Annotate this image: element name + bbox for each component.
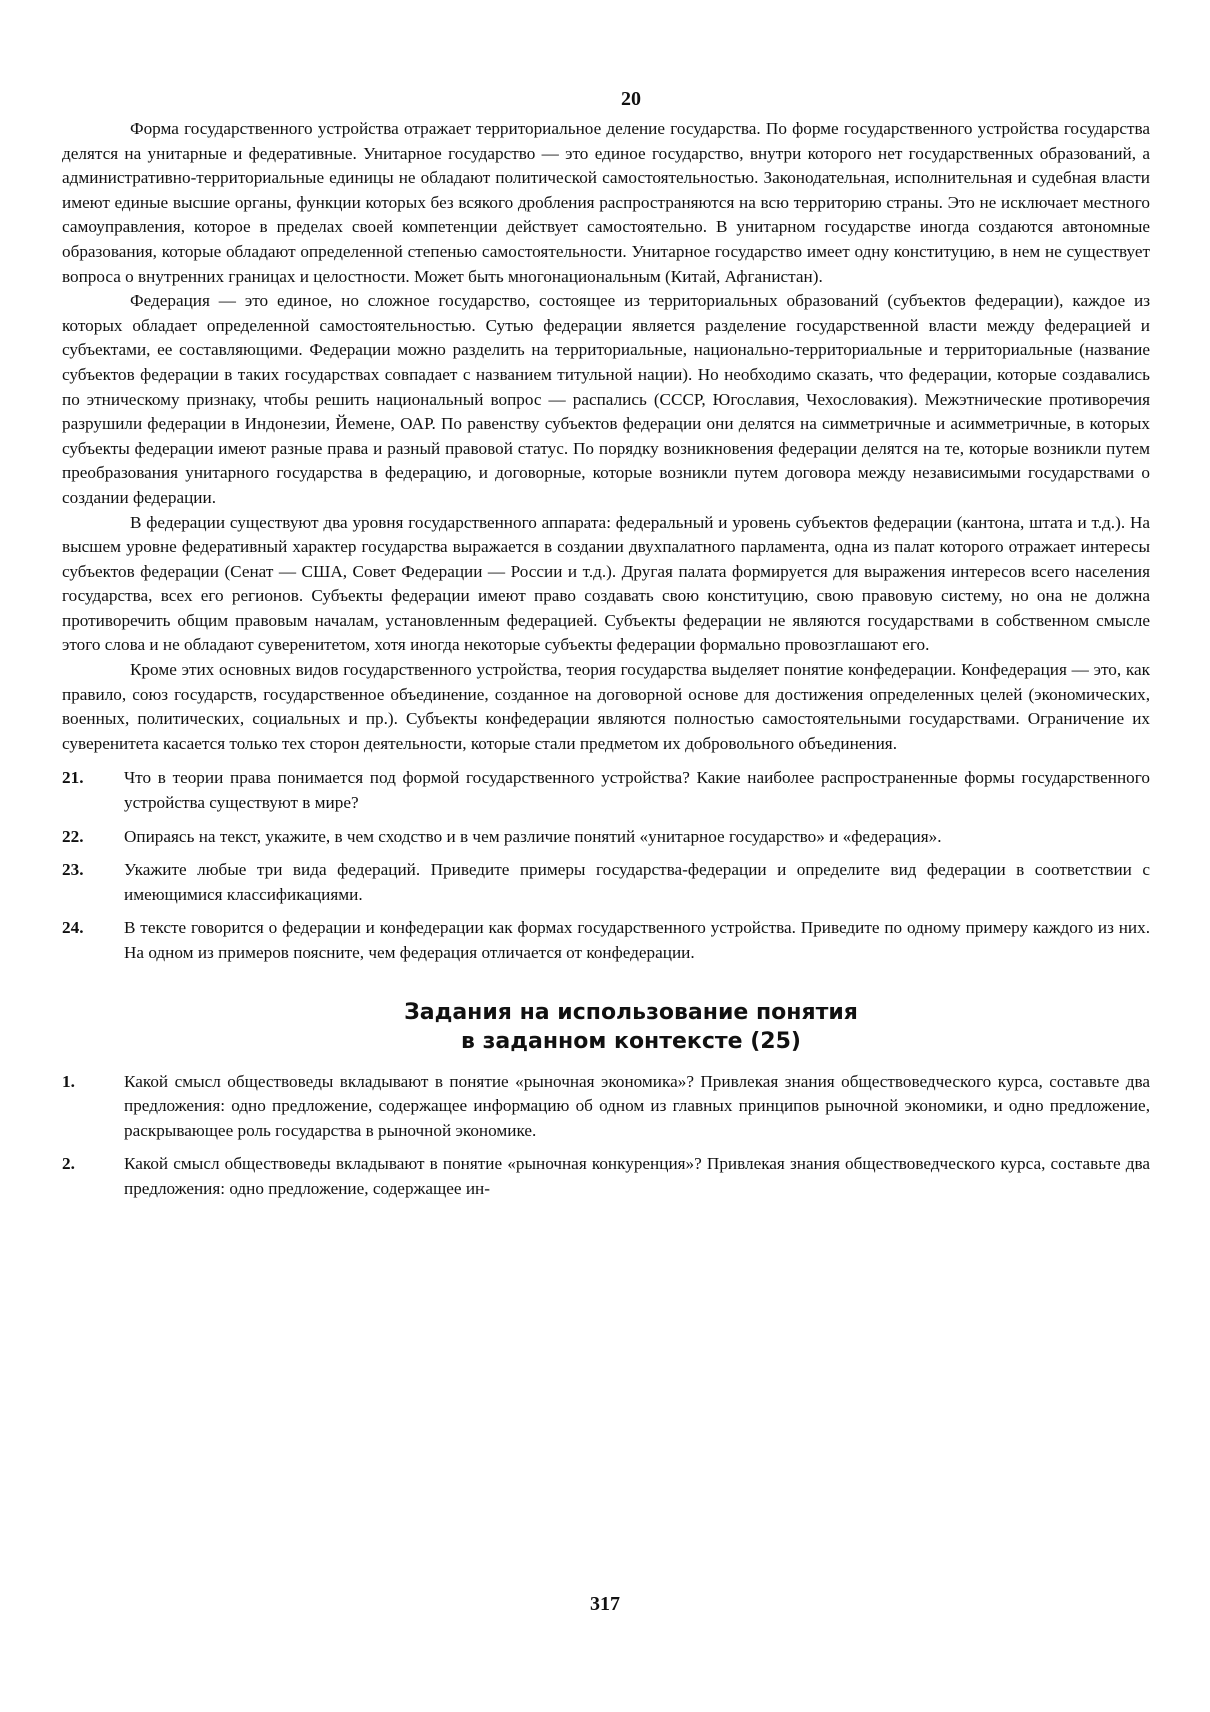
task-text: Какой смысл обществоведы вкладывают в понятие «рыночная экономика»? Привлекая знания обществоведческого курса, составьте два предложения: одно предложение, содержащее информацию об одном из главных принципов рыночной экономики, и одно предложение, раскрывающее роль государства в рыночной экономике. bbox=[124, 1071, 1150, 1140]
task-list bbox=[62, 1070, 1150, 1202]
question-text: Опираясь на текст, укажите, в чем сходство и в чем различие понятий «унитарное государство» и «федерация». bbox=[124, 826, 942, 846]
question-number: 24. bbox=[62, 918, 84, 938]
section-heading bbox=[112, 998, 1150, 1056]
question-item bbox=[62, 766, 1150, 815]
section-heading-line2: в заданном контексте (25) bbox=[461, 1028, 801, 1054]
question-item bbox=[62, 858, 1150, 907]
bottom-page-number: 317 bbox=[590, 1593, 620, 1615]
task-number: 1. bbox=[62, 1071, 75, 1091]
section-heading-line1: Задания на использование понятия bbox=[404, 999, 858, 1025]
paragraph-federation-levels: В федерации существуют два уровня государственного аппарата: федеральный и уровень субъектов федерации (кантона, штата и т.д.). На высшем уровне федеративный характер государства выражается в создании двухпалатного парламента, одна из палат которого отражает интересы субъектов федерации (Сенат — США, Совет Федерации — России и т.д.). Другая палата формируется для выражения интересов всего населения государства, всех его регионов. Субъекты федерации имеют право создавать свою конституцию, свою правовую систему, но она не должна противоречить общим правовым началам, установленным федерацией. Субъекты федерации не являются государствами в собственном смысле этого слова и не обладают суверенитетом, хотя иногда некоторые субъекты федерации формально провозглашают его. bbox=[62, 512, 1150, 655]
question-list bbox=[62, 766, 1150, 965]
top-page-number: 20 bbox=[621, 88, 641, 110]
question-text: В тексте говорится о федерации и конфедерации как формах государственного устройства. Приведите по одному примеру каждого из них. На одном из примеров поясните, чем федерация отличается от конфедерации. bbox=[124, 918, 1150, 962]
question-item bbox=[62, 916, 1150, 965]
question-number: 23. bbox=[62, 860, 84, 880]
question-text: Укажите любые три вида федераций. Приведите примеры государства-федерации и определите вид федерации в соответствии с имеющимися классификациями. bbox=[124, 860, 1150, 904]
question-number: 22. bbox=[62, 826, 84, 846]
task-text: Какой смысл обществоведы вкладывают в понятие «рыночная конкуренция»? Привлекая знания обществоведческого курса, составьте два предложения: одно предложение, содержащее ин- bbox=[124, 1154, 1150, 1198]
task-item bbox=[62, 1152, 1150, 1201]
question-item bbox=[62, 825, 1150, 850]
task-item bbox=[62, 1070, 1150, 1144]
paragraph-unitary: Форма государственного устройства отражает территориальное деление государства. По форме государственного устройства государства делятся на унитарные и федеративные. Унитарное государство — это единое государство, внутри которого нет государственных образований, а административно-территориальные единицы не обладают политической самостоятельностью. Законодательная, исполнительная и судебная власти имеют единые высшие органы, функции которых без всякого дробления распространяются на всю территорию страны. Это не исключает местного самоуправления, которое в пределах своей компетенции действует самостоятельно. В унитарном государстве иногда создаются автономные образования, которые обладают определенной степенью самостоятельности. Унитарное государство имеет одну конституцию, в нем не существует вопроса о внутренних границах и целостности. Может быть многонациональным (Китай, Афганистан). bbox=[62, 119, 1150, 286]
question-number: 21. bbox=[62, 768, 84, 788]
page-content bbox=[62, 88, 1150, 1211]
question-text: Что в теории права понимается под формой государственного устройства? Какие наиболее распространенные формы государственного устройства существуют в мире? bbox=[124, 768, 1150, 813]
paragraph-federation: Федерация — это единое, но сложное государство, состоящее из территориальных образований (субъектов федерации), каждое из которых обладает определенной самостоятельностью. Сутью федерации является разделение государственной власти между федерацией и субъектами, ее составляющими. Федерации можно разделить на территориальные, национально-территориальные и территориальные (название субъектов федерации в таких государствах совпадает с названием титульной нации). Но необходимо сказать, что федерации, которые создавались по этническому признаку, чтобы решить национальный вопрос — распались (СССР, Югославия, Чехословакия). Межэтнические противоречия разрушили федерации в Индонезии, Йемене, ОАР. По равенству субъектов федерации они делятся на симметричные и асимметричные, в которых субъекты федерации имеют разные права и разный правовой статус. По порядку возникновения федерации делятся на те, которые возникли путем преобразования унитарного государства в федерацию, и договорные, которые возникли путем договора между независимыми государствами о создании федерации. bbox=[62, 291, 1150, 507]
paragraph-confederation: Кроме этих основных видов государственного устройства, теория государства выделяет понятие конфедерации. Конфедерация — это, как правило, союз государств, государственное объединение, созданное на договорной основе для достижения определенных целей (экономических, военных, политических, социальных и пр.). Субъекты конфедерации являются полностью самостоятельными государствами. Ограничение их суверенитета касается только тех сторон деятельности, которые стали предметом их добровольного объединения. bbox=[62, 660, 1150, 753]
task-number: 2. bbox=[62, 1154, 75, 1174]
